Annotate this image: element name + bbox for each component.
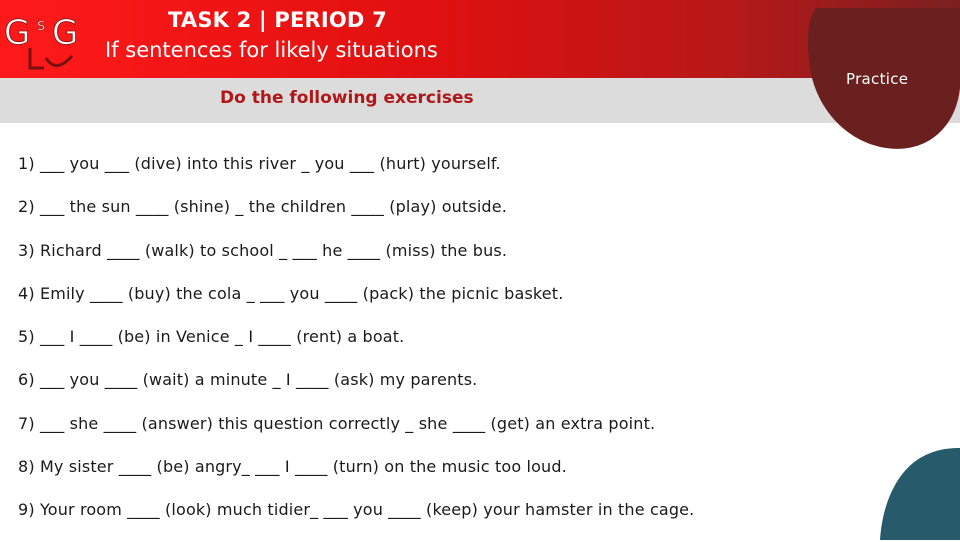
page-subtitle: If sentences for likely situations — [105, 38, 438, 62]
svg-text:s: s — [37, 15, 46, 34]
svg-text:G: G — [4, 13, 31, 53]
page-title: TASK 2 | PERIOD 7 — [168, 8, 387, 32]
exercise-list — [18, 152, 918, 542]
practice-badge-label: Practice — [846, 70, 909, 88]
exercise-item-6: 6) ___ you ____ (wait) a minute _ I ____ (ask) my parents. — [18, 370, 478, 390]
exercise-item-9: 9) Your room ____ (look) much tidier_ ___ you ____ (keep) your hamster in the cage. — [18, 500, 695, 520]
exercise-item-7: 7) ___ she ____ (answer) this question correctly _ she ____ (get) an extra point. — [18, 413, 656, 433]
exercise-item-8: 8) My sister ____ (be) angry_ ___ I ____ (turn) on the music too loud. — [18, 457, 567, 477]
exercise-item-5: 5) ___ I ____ (be) in Venice _ I ____ (rent) a boat. — [18, 327, 405, 347]
exercise-item-3: 3) Richard ____ (walk) to school _ ___ he ____ (miss) the bus. — [18, 240, 508, 260]
exercise-item-4: 4) Emily ____ (buy) the cola _ ___ you ____ (pack) the picnic basket. — [18, 283, 564, 303]
school-logo — [0, 0, 100, 78]
svg-text:G: G — [52, 13, 79, 53]
instructions-heading: Do the following exercises — [220, 88, 474, 108]
exercise-item-1: 1) ___ you ___ (dive) into this river _ you ___ (hurt) yourself. — [18, 154, 501, 173]
exercise-item-2: 2) ___ the sun ____ (shine) _ the children ____ (play) outside. — [18, 197, 507, 217]
